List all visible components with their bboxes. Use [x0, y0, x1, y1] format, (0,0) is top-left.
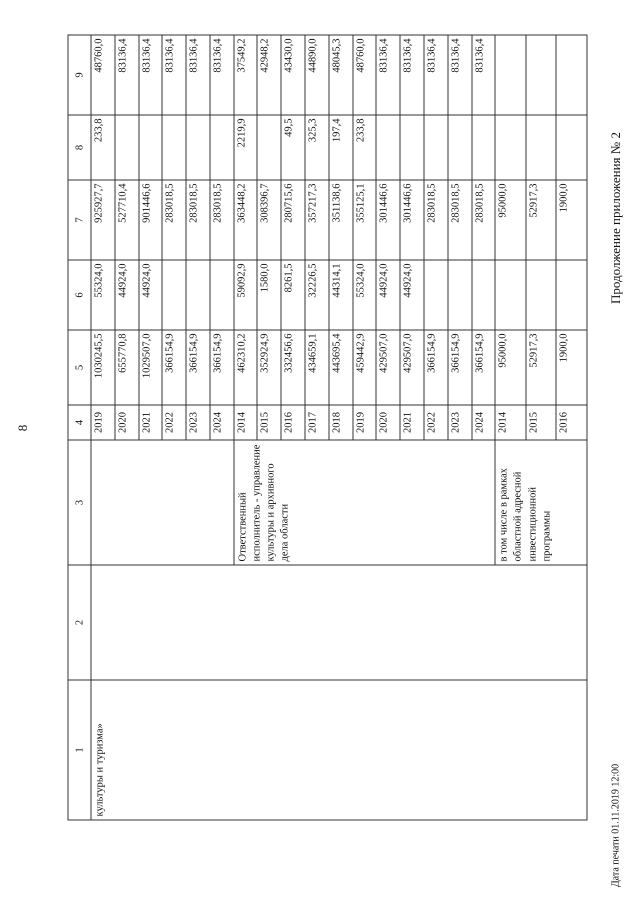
value-cell: 83136,4 — [114, 35, 138, 115]
program-name-cell: культуры и туризма» — [91, 680, 587, 820]
year-cell: 2015 — [257, 405, 281, 440]
value-cell: 59092,9 — [233, 260, 257, 330]
column-header: 5 — [68, 330, 91, 405]
value-cell — [495, 115, 526, 180]
value-cell: 434659,1 — [305, 330, 329, 405]
column-header: 1 — [68, 680, 91, 820]
value-cell: 301446,6 — [400, 180, 424, 260]
column-header: 8 — [68, 115, 91, 180]
value-cell: 366154,9 — [447, 330, 471, 405]
value-cell — [495, 260, 526, 330]
value-cell: 1900,0 — [556, 330, 587, 405]
value-cell: 283018,5 — [447, 180, 471, 260]
value-cell — [162, 260, 186, 330]
year-cell: 2015 — [525, 405, 556, 440]
value-cell: 42948,2 — [257, 35, 281, 115]
value-cell: 527710,4 — [114, 180, 138, 260]
value-cell: 48760,0 — [91, 35, 115, 115]
value-cell: 283018,5 — [186, 180, 210, 260]
value-cell — [525, 115, 556, 180]
executor-cell: в том числе в рамках областной адресной инвестиционной программы — [495, 440, 587, 565]
value-cell: 901446,6 — [138, 180, 162, 260]
year-cell: 2020 — [114, 405, 138, 440]
year-cell: 2021 — [400, 405, 424, 440]
value-cell: 459442,9 — [352, 330, 376, 405]
value-cell: 366154,9 — [471, 330, 495, 405]
value-cell: 308396,7 — [257, 180, 281, 260]
value-cell: 83136,4 — [471, 35, 495, 115]
budget-table — [67, 34, 587, 820]
year-cell: 2023 — [447, 405, 471, 440]
year-cell: 2022 — [423, 405, 447, 440]
value-cell: 197,4 — [328, 115, 352, 180]
value-cell: 352924,9 — [257, 330, 281, 405]
value-cell — [471, 260, 495, 330]
budget-table-rotated — [67, 35, 587, 820]
value-cell: 52917,3 — [525, 180, 556, 260]
column-header: 6 — [68, 260, 91, 330]
value-cell: 233,8 — [352, 115, 376, 180]
column-header: 4 — [68, 405, 91, 440]
value-cell: 44924,0 — [138, 260, 162, 330]
value-cell: 283018,5 — [423, 180, 447, 260]
value-cell — [447, 115, 471, 180]
value-cell: 2219,9 — [233, 115, 257, 180]
value-cell — [376, 115, 400, 180]
column-2-cell — [91, 565, 587, 680]
value-cell: 366154,9 — [209, 330, 233, 405]
year-cell: 2016 — [281, 405, 305, 440]
value-cell: 429507,0 — [400, 330, 424, 405]
year-cell: 2019 — [352, 405, 376, 440]
value-cell: 925927,7 — [91, 180, 115, 260]
value-cell: 8261,5 — [281, 260, 305, 330]
year-cell: 2018 — [328, 405, 352, 440]
column-header: 7 — [68, 180, 91, 260]
year-cell: 2019 — [91, 405, 115, 440]
value-cell: 83136,4 — [447, 35, 471, 115]
column-header: 3 — [68, 440, 91, 565]
year-cell: 2014 — [495, 405, 526, 440]
value-cell — [525, 260, 556, 330]
value-cell — [556, 115, 587, 180]
value-cell: 443695,4 — [328, 330, 352, 405]
value-cell: 283018,5 — [162, 180, 186, 260]
value-cell — [209, 260, 233, 330]
value-cell: 1900,0 — [556, 180, 587, 260]
column-header: 9 — [68, 35, 91, 115]
value-cell: 283018,5 — [209, 180, 233, 260]
value-cell: 44314,1 — [328, 260, 352, 330]
value-cell — [257, 115, 281, 180]
value-cell — [556, 35, 587, 115]
year-cell: 2021 — [138, 405, 162, 440]
value-cell — [525, 35, 556, 115]
value-cell: 1030245,5 — [91, 330, 115, 405]
value-cell — [138, 115, 162, 180]
value-cell — [400, 115, 424, 180]
value-cell: 83136,4 — [209, 35, 233, 115]
value-cell: 462310,2 — [233, 330, 257, 405]
appendix-title: Продолжение приложения № 2 — [608, 132, 623, 304]
column-header: 2 — [68, 565, 91, 680]
page-number: 8 — [15, 424, 30, 432]
value-cell: 332456,6 — [281, 330, 305, 405]
value-cell — [495, 35, 526, 115]
value-cell: 83136,4 — [376, 35, 400, 115]
executor-cell — [91, 440, 234, 565]
value-cell — [162, 115, 186, 180]
value-cell: 1580,0 — [257, 260, 281, 330]
value-cell: 351138,6 — [328, 180, 352, 260]
print-date: Дата печати 01.11.2019 12:00 — [610, 763, 622, 888]
value-cell: 429507,0 — [376, 330, 400, 405]
value-cell: 325,3 — [305, 115, 329, 180]
value-cell: 95000,0 — [495, 180, 526, 260]
budget-table-wrapper — [67, 35, 587, 820]
executor-cell: Ответственный исполнитель - управление культуры и архивного дела области — [233, 440, 495, 565]
value-cell — [114, 115, 138, 180]
year-cell: 2024 — [209, 405, 233, 440]
value-cell: 301446,6 — [376, 180, 400, 260]
value-cell: 83136,4 — [186, 35, 210, 115]
value-cell: 83136,4 — [423, 35, 447, 115]
value-cell: 280715,6 — [281, 180, 305, 260]
value-cell — [186, 115, 210, 180]
value-cell: 49,5 — [281, 115, 305, 180]
value-cell — [447, 260, 471, 330]
value-cell: 283018,5 — [471, 180, 495, 260]
value-cell: 366154,9 — [162, 330, 186, 405]
value-cell: 83136,4 — [162, 35, 186, 115]
value-cell — [209, 115, 233, 180]
table-row — [91, 35, 115, 820]
print-date-block — [601, 760, 631, 900]
table-body — [91, 35, 587, 820]
value-cell: 44924,0 — [114, 260, 138, 330]
value-cell — [186, 260, 210, 330]
year-cell: 2022 — [162, 405, 186, 440]
value-cell — [556, 260, 587, 330]
year-cell: 2016 — [556, 405, 587, 440]
year-cell: 2020 — [376, 405, 400, 440]
year-cell: 2024 — [471, 405, 495, 440]
value-cell: 83136,4 — [138, 35, 162, 115]
value-cell: 366154,9 — [186, 330, 210, 405]
appendix-title-block — [596, 120, 636, 320]
value-cell — [423, 115, 447, 180]
value-cell: 48045,3 — [328, 35, 352, 115]
value-cell: 37549,2 — [233, 35, 257, 115]
value-cell: 55324,0 — [91, 260, 115, 330]
value-cell: 44890,0 — [305, 35, 329, 115]
value-cell — [471, 115, 495, 180]
value-cell: 233,8 — [91, 115, 115, 180]
value-cell: 44924,0 — [400, 260, 424, 330]
value-cell: 357217,3 — [305, 180, 329, 260]
value-cell: 43430,0 — [281, 35, 305, 115]
value-cell: 355125,1 — [352, 180, 376, 260]
value-cell: 366154,9 — [423, 330, 447, 405]
value-cell: 48760,0 — [352, 35, 376, 115]
value-cell — [423, 260, 447, 330]
value-cell: 32226,5 — [305, 260, 329, 330]
value-cell: 52917,3 — [525, 330, 556, 405]
value-cell: 363448,2 — [233, 180, 257, 260]
value-cell: 95000,0 — [495, 330, 526, 405]
year-cell: 2023 — [186, 405, 210, 440]
year-cell: 2017 — [305, 405, 329, 440]
value-cell: 44924,0 — [376, 260, 400, 330]
value-cell: 655770,8 — [114, 330, 138, 405]
year-cell: 2014 — [233, 405, 257, 440]
value-cell: 83136,4 — [400, 35, 424, 115]
value-cell: 1029507,0 — [138, 330, 162, 405]
value-cell: 55324,0 — [352, 260, 376, 330]
header-row — [68, 35, 91, 820]
